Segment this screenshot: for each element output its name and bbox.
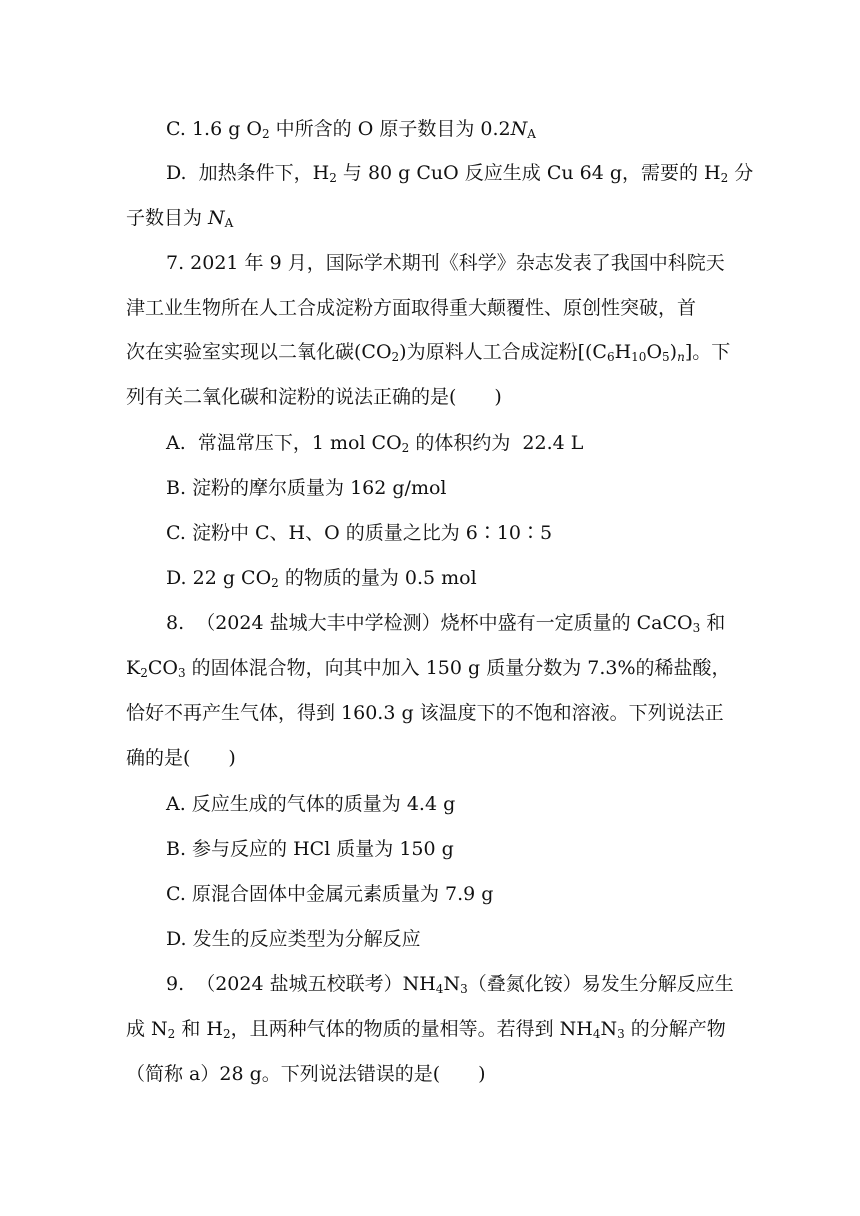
q7-stem-text1: 7. 2021 年 9 月，国际学术期刊《科学》杂志发表了我国中科院天 [166,252,725,274]
q8-stem-text4: 确的是( ) [126,747,236,769]
q8-stem-line4 [126,745,236,771]
q7-stem-line2 [126,295,696,321]
q9-stem-line3 [126,1061,486,1087]
q7-option-c-text: C. 淀粉中 C、H、O 的质量之比为 6∶10∶5 [166,522,553,544]
q8-stem-text2: $K_2CO_3$ 的固体混合物，向其中加入 150 g 质量分数为 7.3%的稀盐酸， [126,657,731,680]
q8-option-d [166,926,421,952]
q8-option-c [166,881,493,907]
q7-option-a [166,430,583,456]
q7-option-b-text: B. 淀粉的摩尔质量为 162 g/mol [166,477,447,499]
q8-stem-line3 [126,700,724,726]
q8-option-b [166,836,454,862]
q6-option-c [166,116,536,142]
q9-stem-text1: 9. （2024 盐城五校联考）$NH_4N_3$（叠氮化铵）易发生分解反应生 [166,973,734,996]
q6-option-c-text: C. 1.6 g $O_2$ 中所含的 O 原子数目为 $0.2N_A$ [166,118,536,141]
q9-stem-line2 [126,1016,726,1042]
q7-option-b [166,475,446,501]
q6-option-d-text2: 子数目为 $N_A$ [126,207,234,230]
q7-option-a-text: A. 常温常压下，1 mol $CO_2$ 的体积约为 22.4 L [166,432,584,455]
q7-stem-text2: 津工业生物所在人工合成淀粉方面取得重大颠覆性、原创性突破，首 [126,297,697,319]
q9-stem-text2: 成 $N_2$ 和 $H_2$，且两种气体的物质的量相等。若得到 $NH_4N_3$ 的分解产物 [126,1018,726,1041]
q8-stem-text1: 8. （2024 盐城大丰中学检测）烧杯中盛有一定质量的 CaCO$_3$ 和 [166,612,726,635]
q9-stem-line1 [166,971,734,997]
q7-option-d [166,565,477,591]
q7-stem-line3 [126,339,730,365]
q6-option-d-line2 [126,205,233,231]
q8-option-a-text: A. 反应生成的气体的质量为 4.4 g [166,793,456,815]
q7-option-d-text: D. 22 g $CO_2$ 的物质的量为 0.5 mol [166,567,477,590]
q7-option-c [166,520,552,546]
q8-stem-line2 [126,655,731,681]
q7-stem-line1 [166,250,725,276]
q8-stem-line1 [166,610,725,636]
q9-stem-text3: （简称 a）28 g。下列说法错误的是( ) [126,1063,486,1085]
q8-option-c-text: C. 原混合固体中金属元素质量为 7.9 g [166,883,494,905]
q8-stem-text3: 恰好不再产生气体，得到 160.3 g 该温度下的不饱和溶液。下列说法正 [126,702,724,724]
q7-stem-line4 [126,384,502,410]
q6-option-d-text1: D. 加热条件下，$H_2$ 与 80 g CuO 反应生成 Cu 64 g，需要的 $H_2$ 分 [166,162,754,185]
q6-option-d-line1 [166,160,753,186]
q8-option-b-text: B. 参与反应的 HCl 质量为 150 g [166,838,454,860]
q8-option-a [166,791,455,817]
q7-stem-text3: 次在实验室实现以二氧化碳$(CO_2)$为原料人工合成淀粉$[(C_6H_{10}O_5)_n]$。下 [126,341,731,364]
q8-option-d-text: D. 发生的反应类型为分解反应 [166,928,421,950]
q7-stem-text4: 列有关二氧化碳和淀粉的说法正确的是( ) [126,386,502,408]
